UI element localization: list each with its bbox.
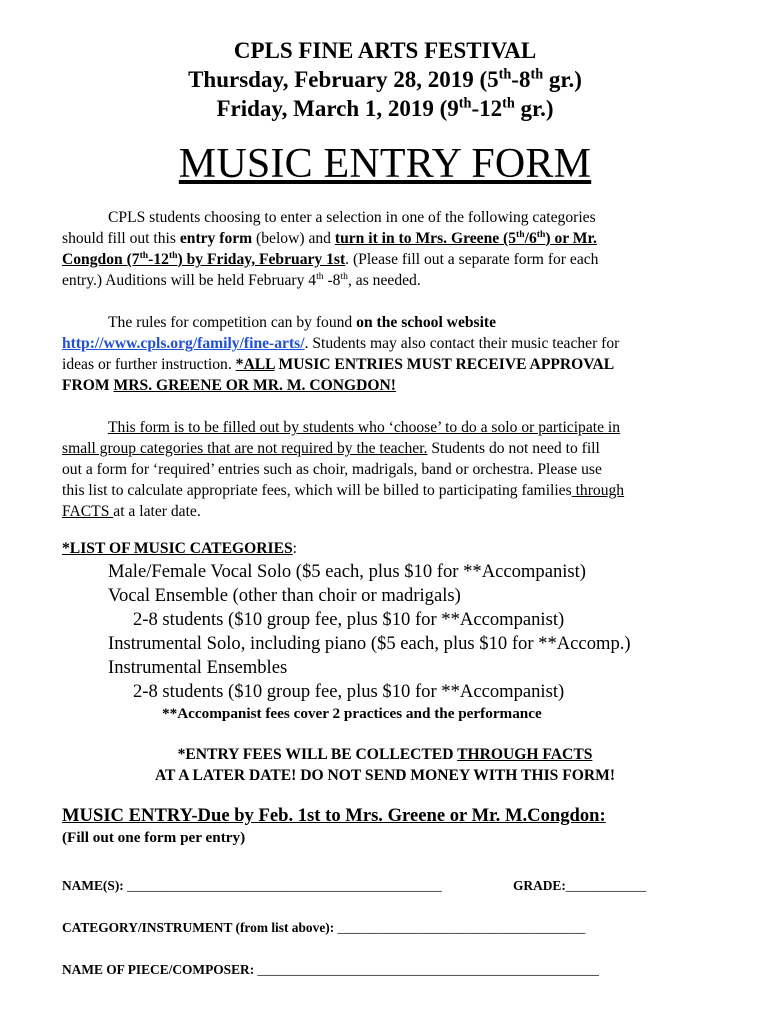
festival-date-hs: Friday, March 1, 2019 (9th-12th gr.) [216,95,554,121]
names-line[interactable]: _______________________________________________ [127,878,442,893]
category-field[interactable] [62,920,585,936]
entry-heading: MUSIC ENTRY-Due by Feb. 1st to Mrs. Greene or Mr. M.Congdon: [62,805,606,826]
category-item: Vocal Ensemble (other than choir or madrigals) [108,585,461,606]
grade-field[interactable] [513,878,646,894]
notice-line-1: This form is to be filled out by students who ‘choose’ to do a solo or participate in [108,419,621,436]
fees-line-1: *ENTRY FEES WILL BE COLLECTED THROUGH FACTS [177,746,593,763]
piece-label: NAME OF PIECE/COMPOSER: [62,962,258,977]
rules-line-2: http://www.cpls.org/family/fine-arts/. Students may also contact their music teacher for [62,335,620,352]
names-field[interactable] [62,878,442,894]
intro-line-4: entry.) Auditions will be held February 4th -8th, as needed. [62,270,421,289]
notice-line-3: out a form for ‘required’ entries such as choir, madrigals, band or orchestra. Please use [62,461,602,478]
grade-line[interactable]: ____________ [565,878,647,893]
categories-heading: *LIST OF MUSIC CATEGORIES: [62,540,297,557]
category-item: 2-8 students ($10 group fee, plus $10 for **Accompanist) [133,609,565,630]
rules-line-4: FROM MRS. GREENE OR MR. M. CONGDON! [62,377,396,394]
festival-title: CPLS FINE ARTS FESTIVAL [233,38,537,63]
category-item: Instrumental Ensembles [108,657,288,678]
fine-arts-link[interactable]: http://www.cpls.org/family/fine-arts/ [62,335,305,352]
piece-field[interactable] [62,962,599,978]
category-label: CATEGORY/INSTRUMENT (from list above): [62,920,338,935]
festival-date-ms: Thursday, February 28, 2019 (5th-8th gr.) [188,66,582,92]
names-label: NAME(S): [62,878,128,893]
notice-line-5: FACTS at a later date. [62,503,201,520]
fees-line-2: AT A LATER DATE! DO NOT SEND MONEY WITH THIS FORM! [154,767,616,784]
rules-line-1: The rules for competition can by found on the school website [108,314,497,331]
intro-line-3: Congdon (7th-12th) by Friday, February 1st. (Please fill out a separate form for each [62,249,599,268]
page-title: MUSIC ENTRY FORM [178,141,592,187]
accompanist-note: **Accompanist fees cover 2 practices and the performance [162,705,542,722]
notice-line-4: this list to calculate appropriate fees, which will be billed to participating families through [62,482,625,499]
category-item: Male/Female Vocal Solo ($5 each, plus $10 for **Accompanist) [108,561,586,582]
category-line[interactable]: _____________________________________ [337,920,586,935]
entry-subheading: (Fill out one form per entry) [62,829,246,846]
notice-line-2: small group categories that are not required by the teacher. Students do not need to fill [62,440,600,457]
intro-line-2: should fill out this entry form (below) and turn it in to Mrs. Greene (5th/6th) or Mr. [62,228,597,247]
rules-line-3: ideas or further instruction. *ALL MUSIC ENTRIES MUST RECEIVE APPROVAL [62,356,615,373]
category-item: Instrumental Solo, including piano ($5 each, plus $10 for **Accomp.) [108,633,631,654]
piece-line[interactable]: ___________________________________________________ [257,962,599,977]
category-item: 2-8 students ($10 group fee, plus $10 for **Accompanist) [133,681,565,702]
grade-label: GRADE: [513,878,566,893]
intro-line-1: CPLS students choosing to enter a selection in one of the following categories [108,209,596,226]
